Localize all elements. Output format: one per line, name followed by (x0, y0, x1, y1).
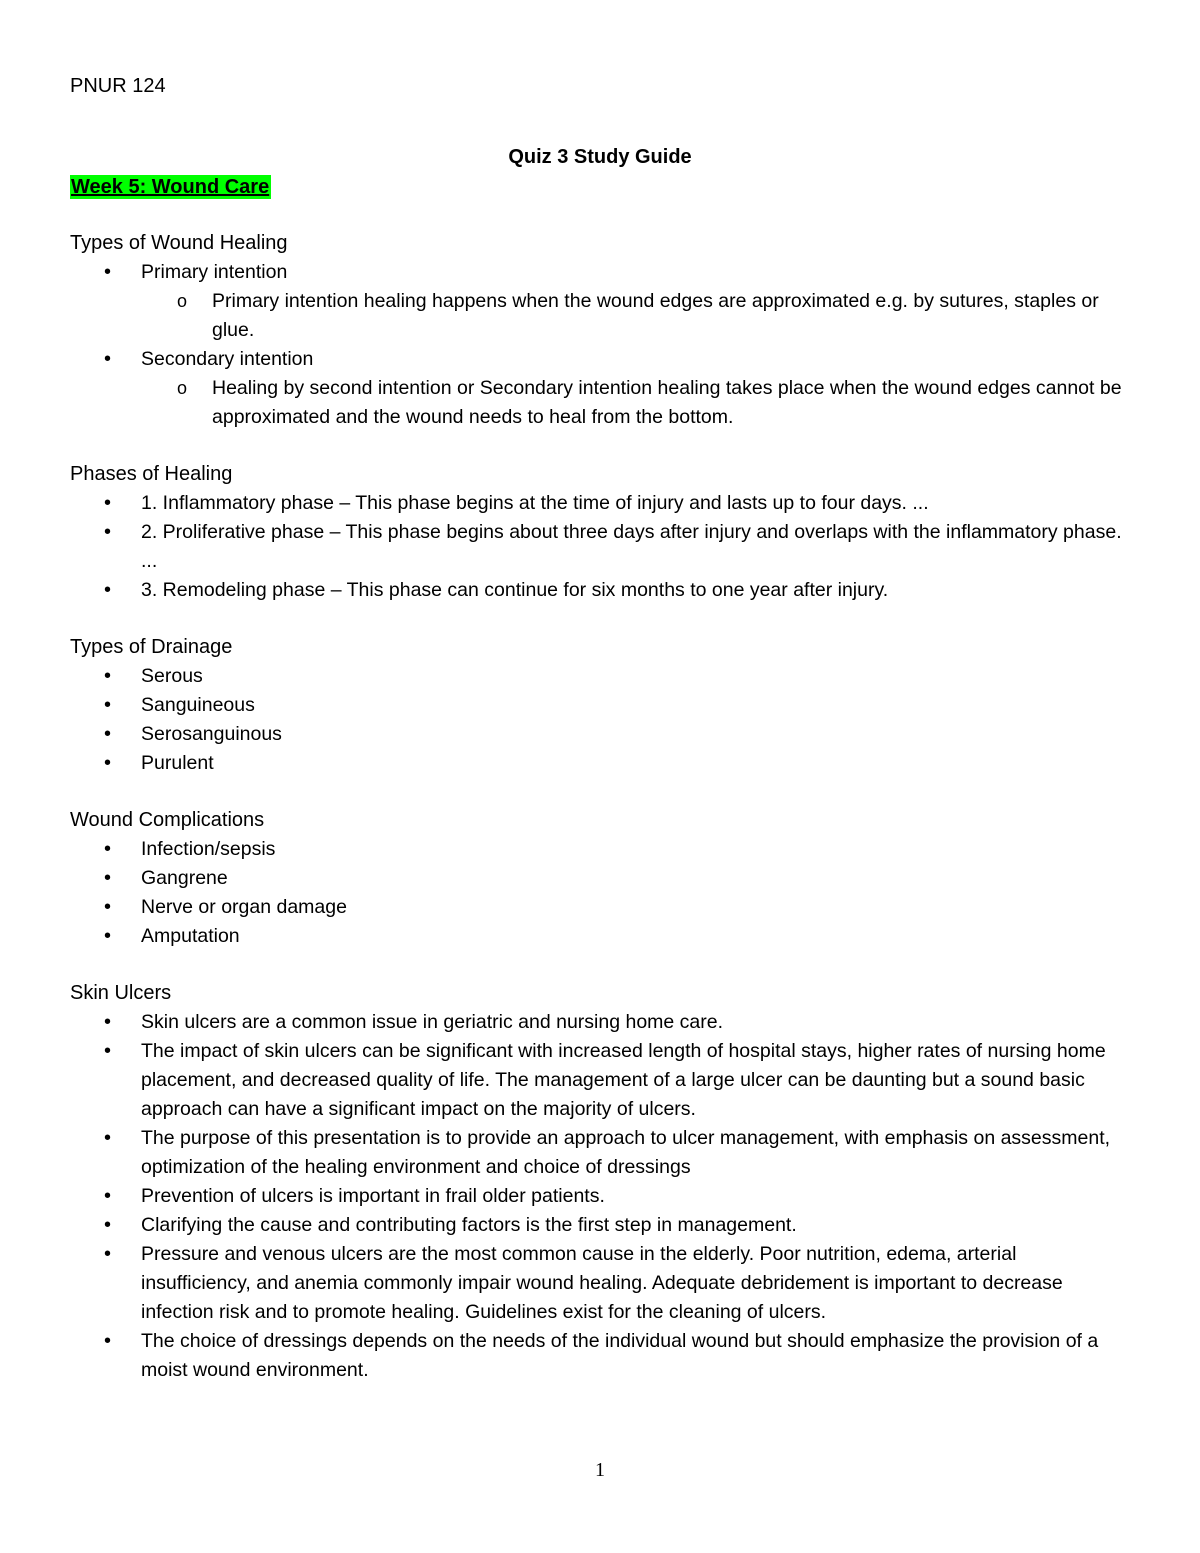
bullet-list (70, 662, 1130, 778)
bullet-icon: • (104, 694, 112, 716)
section-heading: Types of Drainage (70, 636, 233, 658)
circle-bullet-icon: o (177, 378, 188, 398)
section-phases-of-healing (70, 460, 1130, 605)
list-item (70, 576, 1130, 605)
section-skin-ulcers (70, 979, 1130, 1385)
bullet-icon: • (104, 896, 112, 918)
list-item (70, 922, 1130, 951)
bullet-icon: • (104, 579, 112, 601)
list-item-text: The impact of skin ulcers can be significant with increased length of hospital stays, higher rates of nursing home placement, and decreased quality of life. The management of a large ulcer can be daunting but a sound basic approach can have a significant impact on the majority of ulcers. (141, 1040, 1106, 1120)
list-item (70, 864, 1130, 893)
list-item (70, 720, 1130, 749)
list-item (70, 662, 1130, 691)
list-item-text: Prevention of ulcers is important in frail older patients. (141, 1185, 605, 1207)
study-guide-content (70, 229, 1130, 1413)
section-wound-healing-types (70, 229, 1130, 432)
list-item-text: 3. Remodeling phase – This phase can continue for six months to one year after injury. (141, 579, 889, 601)
sub-list-item-text: Primary intention healing happens when the wound edges are approximated e.g. by sutures, staples or glue. (212, 290, 1099, 341)
bullet-icon: • (104, 838, 112, 860)
bullet-icon: • (104, 1185, 112, 1207)
bullet-icon: • (104, 665, 112, 687)
list-item-text: Purulent (141, 752, 214, 774)
week-heading: Week 5: Wound Care (71, 176, 270, 198)
sub-list (141, 374, 1130, 432)
bullet-icon: • (104, 1127, 112, 1149)
bullet-icon: • (104, 261, 112, 283)
list-item (70, 1211, 1130, 1240)
page-number: 1 (595, 1459, 605, 1481)
list-item-text: Infection/sepsis (141, 838, 276, 860)
list-item-text: 2. Proliferative phase – This phase begins about three days after injury and overlaps with the inflammatory phase. ... (141, 521, 1122, 572)
section-heading: Phases of Healing (70, 463, 233, 485)
list-item (70, 835, 1130, 864)
document-title: Quiz 3 Study Guide (508, 146, 692, 168)
bullet-icon: • (104, 723, 112, 745)
list-item (70, 691, 1130, 720)
list-item (70, 1037, 1130, 1124)
bullet-icon: • (104, 752, 112, 774)
list-item-text: Pressure and venous ulcers are the most common cause in the elderly. Poor nutrition, edema, arterial insufficiency, and anemia commonly impair wound healing. Adequate debridement is important to decrease infection risk and to promote healing. Guidelines exist for the cleaning of ulcers. (141, 1243, 1063, 1323)
bullet-icon: • (104, 348, 112, 370)
list-item-text: Sanguineous (141, 694, 255, 716)
list-item-text: Serosanguinous (141, 723, 282, 745)
sub-list (141, 287, 1130, 345)
bullet-icon: • (104, 925, 112, 947)
sub-list-item (141, 287, 1130, 345)
bullet-list (70, 489, 1130, 605)
bullet-icon: • (104, 1011, 112, 1033)
section-heading: Wound Complications (70, 809, 265, 831)
section-heading: Skin Ulcers (70, 982, 172, 1004)
section-drainage-types (70, 633, 1130, 778)
list-item-text: Nerve or organ damage (141, 896, 347, 918)
bullet-icon: • (104, 867, 112, 889)
section-wound-complications (70, 806, 1130, 951)
sub-list-item-text: Healing by second intention or Secondary intention healing takes place when the wound edges cannot be approximated and the wound needs to heal from the bottom. (212, 377, 1122, 428)
list-item (70, 489, 1130, 518)
circle-bullet-icon: o (177, 291, 188, 311)
bullet-list (70, 1008, 1130, 1385)
list-item-text: The choice of dressings depends on the needs of the individual wound but should emphasize the provision of a moist wound environment. (141, 1330, 1099, 1381)
list-item (70, 893, 1130, 922)
bullet-icon: • (104, 1040, 112, 1062)
list-item (70, 1124, 1130, 1182)
list-item (70, 1008, 1130, 1037)
list-item (70, 345, 1130, 432)
list-item-text: The purpose of this presentation is to provide an approach to ulcer management, with emphasis on assessment, optimization of the healing environment and choice of dressings (141, 1127, 1111, 1178)
course-code: PNUR 124 (70, 75, 166, 97)
bullet-icon: • (104, 1243, 112, 1265)
sub-list-item (141, 374, 1130, 432)
list-item (70, 258, 1130, 345)
list-item-text: Primary intention (141, 261, 288, 283)
list-item (70, 1240, 1130, 1327)
list-item (70, 749, 1130, 778)
list-item (70, 1182, 1130, 1211)
bullet-icon: • (104, 1330, 112, 1352)
bullet-icon: • (104, 1214, 112, 1236)
list-item-text: Gangrene (141, 867, 228, 889)
list-item-text: Amputation (141, 925, 240, 947)
list-item-text: Skin ulcers are a common issue in geriatric and nursing home care. (141, 1011, 724, 1033)
list-item (70, 518, 1130, 576)
bullet-icon: • (104, 492, 112, 514)
list-item-text: 1. Inflammatory phase – This phase begins at the time of injury and lasts up to four days. ... (141, 492, 929, 514)
list-item-text: Clarifying the cause and contributing factors is the first step in management. (141, 1214, 797, 1236)
bullet-list (70, 258, 1130, 432)
list-item-text: Serous (141, 665, 203, 687)
list-item-text: Secondary intention (141, 348, 314, 370)
bullet-icon: • (104, 521, 112, 543)
bullet-list (70, 835, 1130, 951)
list-item (70, 1327, 1130, 1385)
section-heading: Types of Wound Healing (70, 232, 288, 254)
